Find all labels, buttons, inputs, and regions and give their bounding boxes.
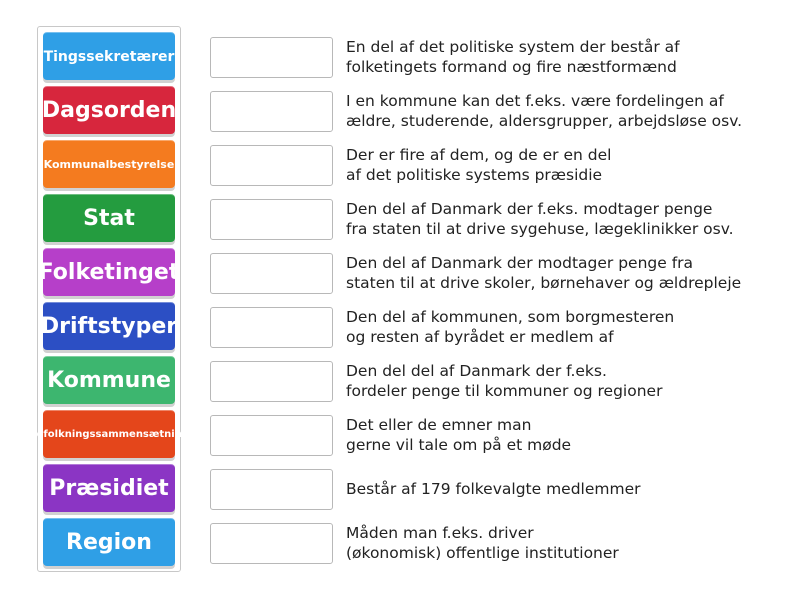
answer-tile[interactable]: Befolkningssammensætning — [43, 410, 175, 458]
answer-tile[interactable]: Folketinget — [43, 248, 175, 296]
answer-tile[interactable]: Dagsorden — [43, 86, 175, 134]
drop-slot[interactable] — [210, 523, 333, 564]
answer-tile[interactable]: Præsidiet — [43, 464, 175, 512]
clue-text: I en kommune kan det f.eks. være fordelingen af ældre, studerende, aldersgrupper, arbejdsløse osv. — [346, 92, 743, 130]
clue-text: Det eller de emner man gerne vil tale om på et møde — [346, 416, 572, 454]
drop-slot[interactable] — [210, 145, 333, 186]
answer-tile[interactable]: Kommune — [43, 356, 175, 404]
clue-text: Består af 179 folkevalgte medlemmer — [346, 480, 641, 498]
clue-text: Der er fire af dem, og de er en del af det politiske systems præsidie — [346, 146, 612, 184]
drop-slot[interactable] — [210, 253, 333, 294]
drop-slot[interactable] — [210, 361, 333, 402]
clue-text: En del af det politiske system der består af folketingets formand og fire næstformænd — [346, 38, 680, 76]
clue-text: Den del af Danmark der f.eks. modtager penge fra staten til at drive sygehuse, lægeklinikker osv. — [346, 200, 734, 238]
drop-slot[interactable] — [210, 37, 333, 78]
drop-slot[interactable] — [210, 469, 333, 510]
clue-text: Måden man f.eks. driver (økonomisk) offentlige institutioner — [346, 524, 619, 562]
clue-text: Den del del af Danmark der f.eks. fordeler penge til kommuner og regioner — [346, 362, 663, 400]
answer-tile[interactable]: Driftstyper — [43, 302, 175, 350]
answer-tile[interactable]: Region — [43, 518, 175, 566]
drop-slot[interactable] — [210, 91, 333, 132]
drop-slot[interactable] — [210, 415, 333, 456]
drop-slot[interactable] — [210, 199, 333, 240]
drop-slot[interactable] — [210, 307, 333, 348]
clue-text: Den del af Danmark der modtager penge fra staten til at drive skoler, børnehaver og ældrepleje — [346, 254, 742, 292]
answer-tile[interactable]: Kommunalbestyrelse — [43, 140, 175, 188]
answer-tile[interactable]: Stat — [43, 194, 175, 242]
clue-text: Den del af kommunen, som borgmesteren og resten af byrådet er medlem af — [346, 308, 675, 346]
answer-tile[interactable]: Tingssekretærer — [43, 32, 175, 80]
